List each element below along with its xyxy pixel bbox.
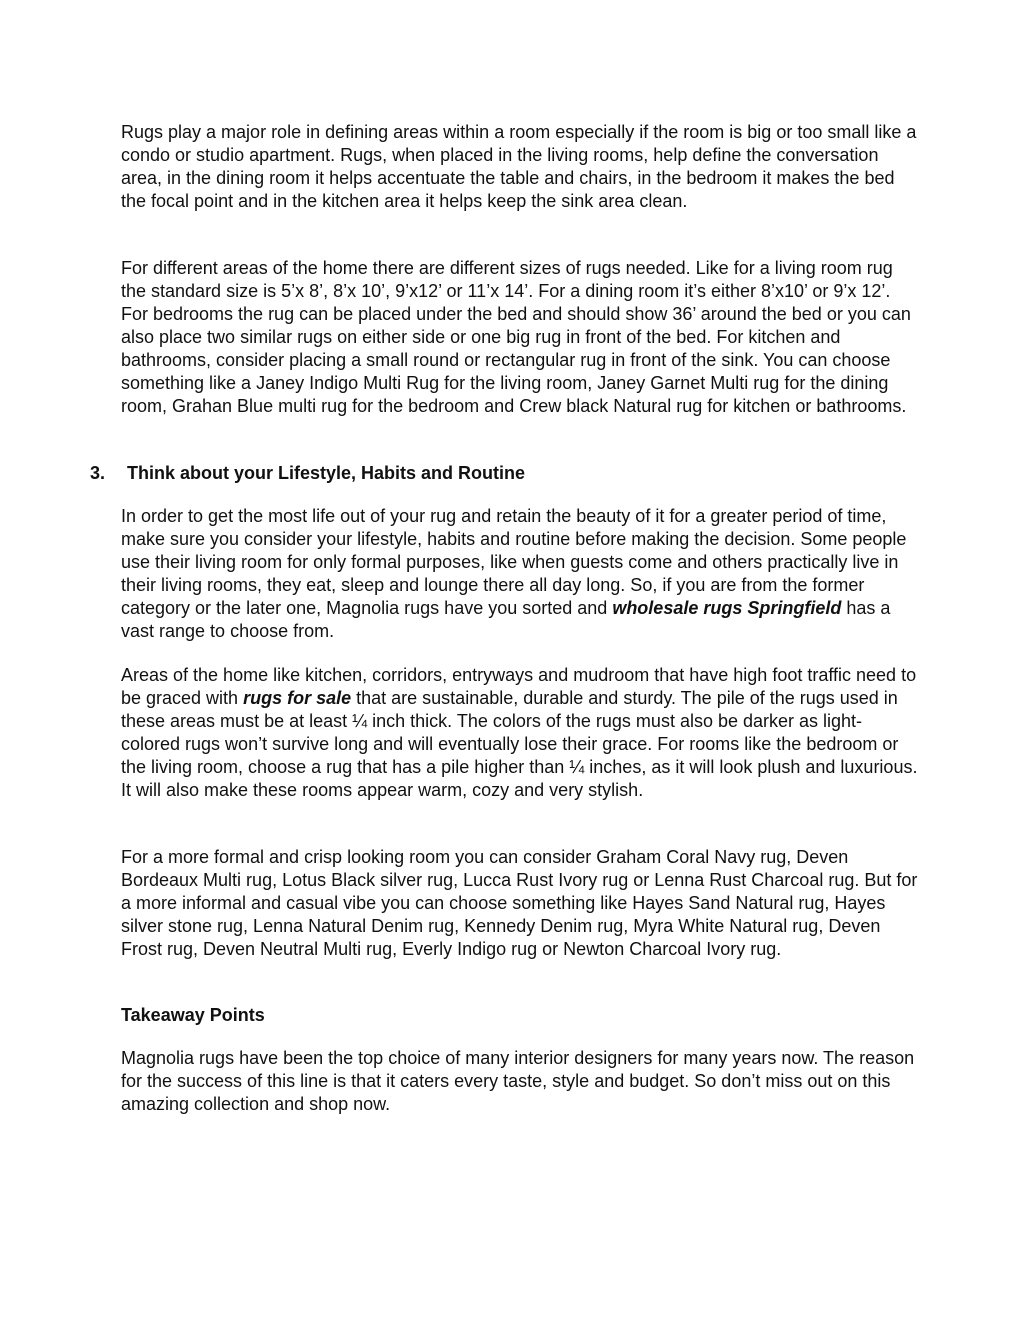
takeaway-heading: Takeaway Points	[121, 1005, 265, 1025]
paragraph-lifestyle	[121, 505, 921, 643]
paragraph-takeaway: Magnolia rugs have been the top choice of many interior designers for many years now. The reason for the success of this line is that it caters every taste, style and budget. So don’t miss out on this amazing collection and shop now.	[121, 1048, 915, 1114]
paragraph-high-traffic-areas	[121, 664, 921, 802]
section-heading-lifestyle	[0, 462, 1024, 485]
section-number: 3.	[90, 463, 106, 483]
section-title: Think about your Lifestyle, Habits and Routine	[127, 463, 526, 483]
wholesale-rugs-link[interactable]: wholesale rugs Springfield	[612, 598, 842, 618]
paragraph-text: that are sustainable, durable and sturdy. The pile of the rugs used in these areas must be at least ¼ inch thick. The colors of the rugs must also be darker as light-colored rugs won’t survive long and will eventually lose their grace. For rooms like the bedroom or the living room, choose a rug that has a pile higher than ¼ inches, as it will look plush and luxurious. It will also make these rooms appear warm, cozy and very stylish.	[121, 688, 918, 800]
paragraph-text: has a vast range to choose from.	[121, 598, 891, 641]
rugs-for-sale-link[interactable]: rugs for sale	[243, 688, 352, 708]
paragraph-rug-sizes: For different areas of the home there are different sizes of rugs needed. Like for a living room rug the standard size is 5’x 8’, 8’x 10’, 9’x12’ or 11’x 14’. For a dining room it’s either 8’x10’ or 9’x 12’. For bedrooms the rug can be placed under the bed and should show 36’ around the bed or you can also place two similar rugs on either side or one big rug in front of the bed. For kitchen and bathrooms, consider placing a small round or rectangular rug in front of the sink. You can choose something like a Janey Indigo Multi Rug for the living room, Janey Garnet Multi rug for the dining room, Grahan Blue multi rug for the bedroom and Crew black Natural rug for kitchen or bathrooms.	[121, 258, 911, 416]
paragraph-text: Areas of the home like kitchen, corridors, entryways and mudroom that have high foot traffic need to be graced with	[121, 665, 917, 708]
paragraph-text: In order to get the most life out of your rug and retain the beauty of it for a greater period of time, make sure you consider your lifestyle, habits and routine before making the decision. Some people use their living room for only formal purposes, like when guests come and others practically live in their living rooms, they eat, sleep and lounge there all day long. So, if you are from the former category or the later one, Magnolia rugs have you sorted and	[121, 506, 907, 618]
paragraph-formal-informal-rugs: For a more formal and crisp looking room you can consider Graham Coral Navy rug, Deven Bordeaux Multi rug, Lotus Black silver rug, Lucca Rust Ivory rug or Lenna Rust Charcoal rug. But for a more informal and casual vibe you can choose something like Hayes Sand Natural rug, Hayes silver stone rug, Lenna Natural Denim rug, Kennedy Denim rug, Myra White Natural rug, Deven Frost rug, Deven Neutral Multi rug, Everly Indigo rug or Newton Charcoal Ivory rug.	[121, 847, 918, 959]
paragraph-rugs-define-areas: Rugs play a major role in defining areas within a room especially if the room is big or too small like a condo or studio apartment. Rugs, when placed in the living rooms, help define the conversation area, in the dining room it helps accentuate the table and chairs, in the bedroom it makes the bed the focal point and in the kitchen area it helps keep the sink area clean.	[121, 122, 917, 211]
